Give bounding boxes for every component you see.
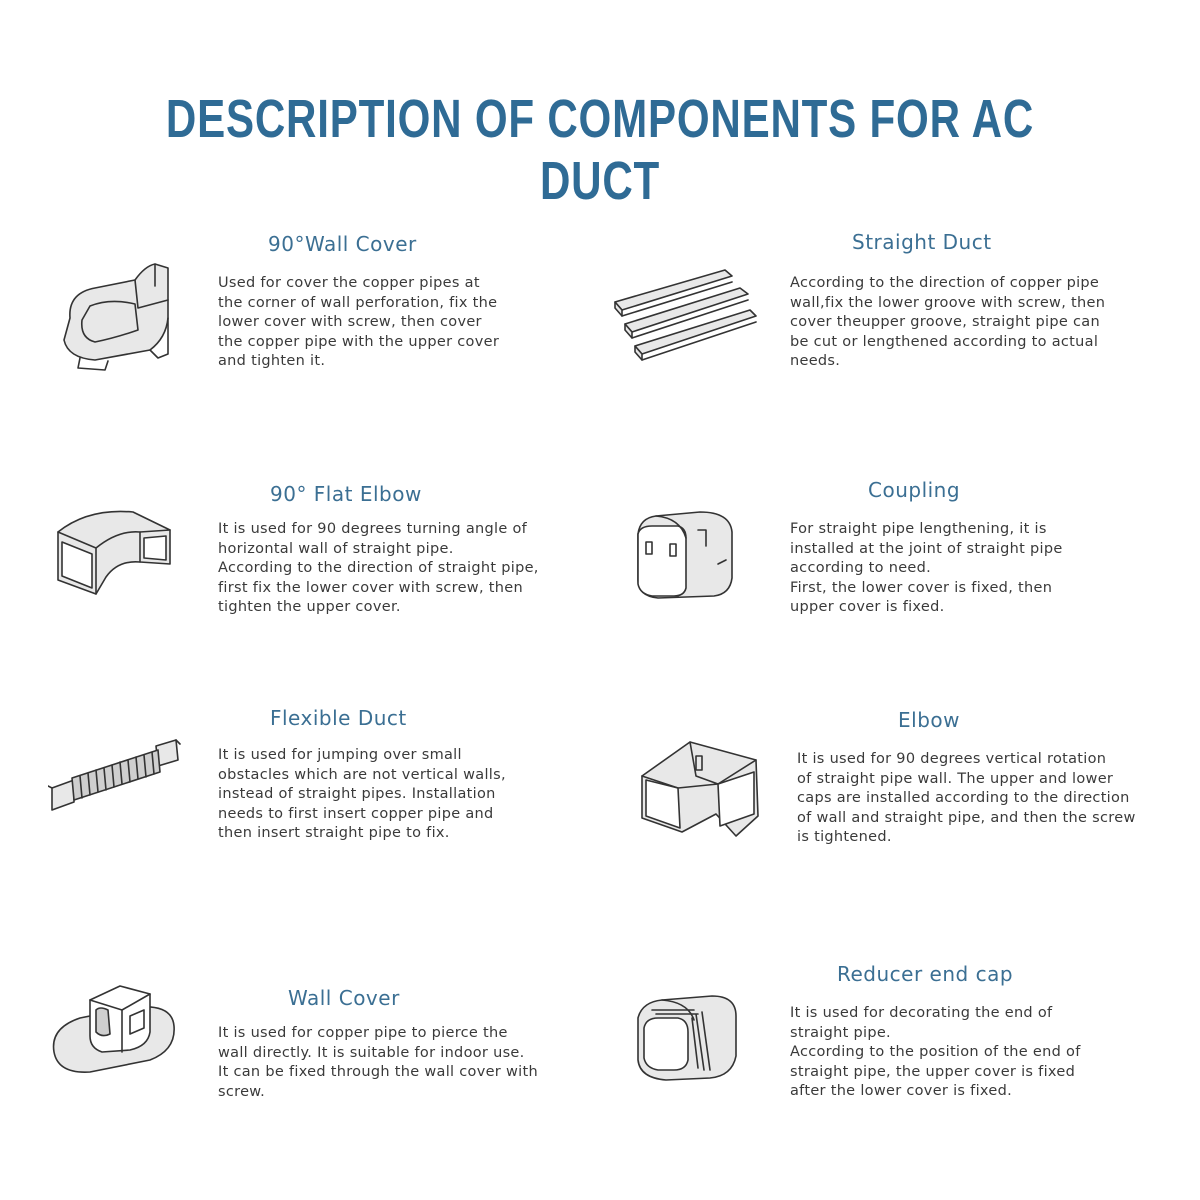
coupling-icon	[630, 504, 740, 604]
component-name: Flexible Duct	[270, 706, 407, 730]
component-description: Used for cover the copper pipes at the corner of wall perforation, fix the lower cover with screw, then cover the copper pipe with the upper cover and tighten it.	[218, 275, 500, 370]
page-title: DESCRIPTION OF COMPONENTS FOR AC DUCT	[165, 89, 1035, 211]
component-name: 90° Flat Elbow	[270, 482, 422, 506]
component-name: Reducer end cap	[837, 962, 1014, 986]
straight-duct-icon	[610, 262, 760, 372]
wall-cover-icon	[50, 980, 180, 1075]
component-90-wall-cover	[0, 220, 600, 420]
component-name: Wall Cover	[288, 986, 400, 1010]
component-description: For straight pipe lengthening, it is installed at the joint of straight pipe according to need. First, the lower cover is fixed, then upper cover is fixed.	[790, 521, 1063, 616]
component-wall-cover	[0, 960, 600, 1160]
component-name: Elbow	[898, 708, 960, 732]
component-description: According to the direction of copper pipe wall,fix the lower groove with screw, then cover theupper groove, straight pipe can be cut or lengthened according to actual needs.	[790, 275, 1106, 370]
component-description: It is used for 90 degrees vertical rotation of straight pipe wall. The upper and lower caps are installed according to the direction of wall and straight pipe, and then the screw is tightened.	[797, 751, 1136, 846]
flexible-duct-icon	[48, 736, 183, 816]
wall-cover-90-icon	[50, 258, 180, 378]
elbow-icon	[636, 736, 766, 846]
flat-elbow-icon	[48, 502, 178, 602]
component-coupling	[600, 470, 1200, 670]
component-flexible-duct	[0, 700, 600, 900]
component-description: It is used for jumping over small obstacles which are not vertical walls, instead of straight pipes. Installation needs to first insert copper pipe and then insert straight pipe to fix.	[218, 747, 506, 842]
component-description: It is used for copper pipe to pierce the wall directly. It is suitable for indoor use. It can be fixed through the wall cover with screw.	[218, 1025, 538, 1100]
component-elbow	[600, 700, 1200, 900]
component-straight-duct	[600, 220, 1200, 420]
reducer-end-cap-icon	[632, 990, 742, 1090]
component-name: Coupling	[868, 478, 961, 502]
component-name: Straight Duct	[852, 230, 992, 254]
component-reducer-end-cap	[600, 960, 1200, 1160]
component-description: It is used for decorating the end of straight pipe. According to the position of the end of straight pipe, the upper cover is fixed after the lower cover is fixed.	[790, 1005, 1081, 1100]
component-90-flat-elbow	[0, 470, 600, 670]
component-name: 90°Wall Cover	[268, 232, 417, 256]
component-description: It is used for 90 degrees turning angle of horizontal wall of straight pipe. According to the direction of straight pipe, first fix the lower cover with screw, then tighten the upper cover.	[218, 521, 539, 616]
